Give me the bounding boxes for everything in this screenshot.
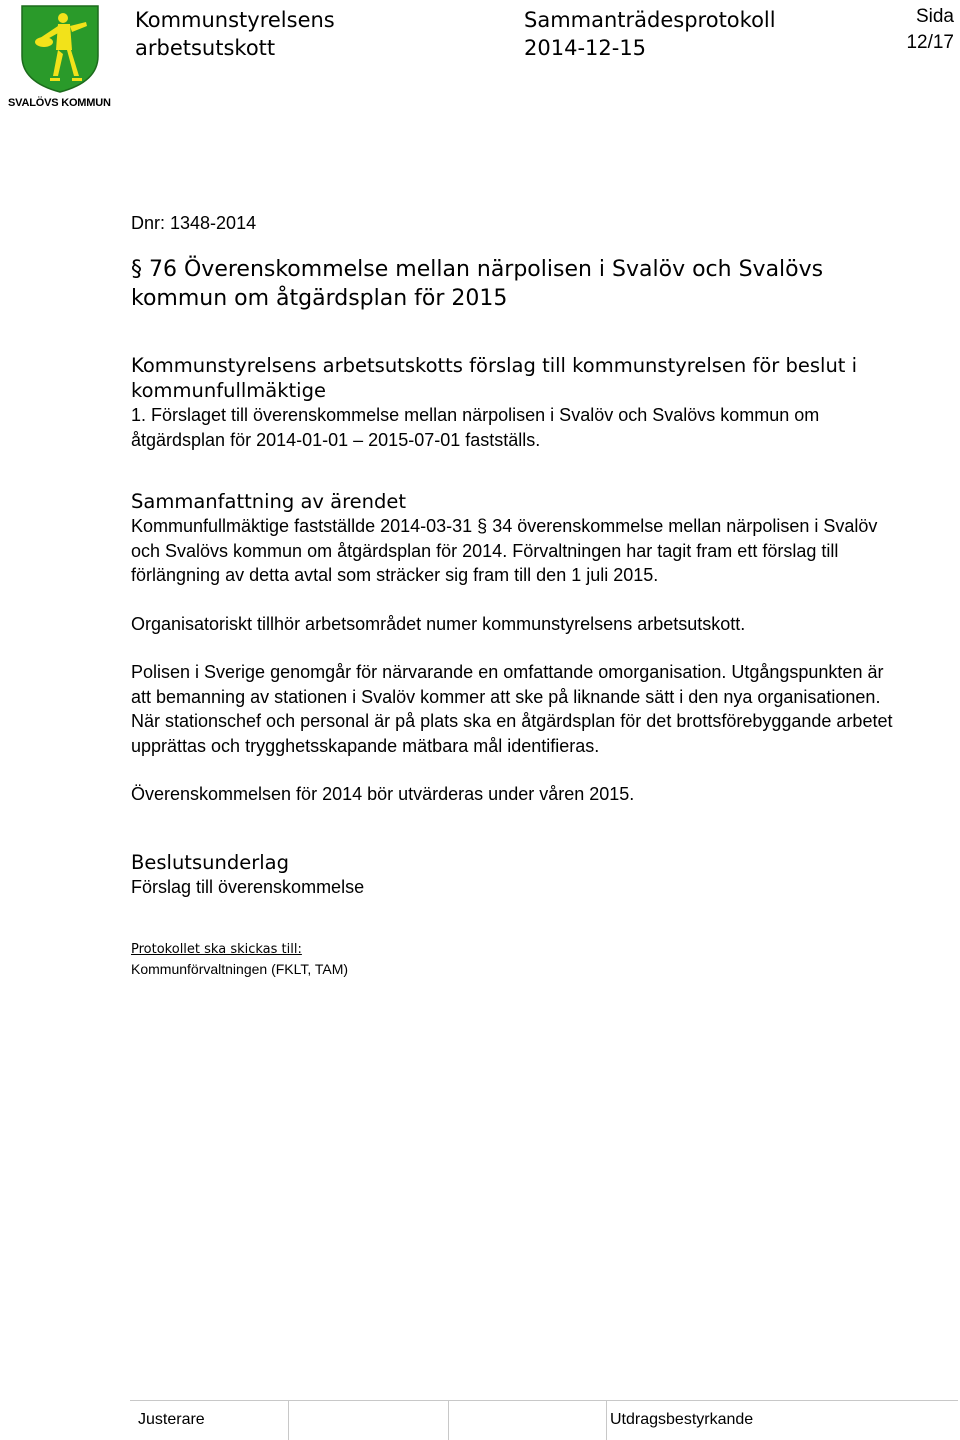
page-label: Sida <box>915 6 954 27</box>
decision-basis-heading: Beslutsunderlag <box>131 850 289 874</box>
proposal-heading-line2: kommunfullmäktige <box>131 379 326 402</box>
summary-heading: Sammanfattning av ärendet <box>131 490 407 513</box>
proposal-section <box>131 353 941 452</box>
summary-section <box>131 489 941 807</box>
meeting-date: 2014-12-15 <box>524 36 647 60</box>
signature-box-2 <box>448 1401 449 1440</box>
summary-p1-line2: och Svalövs kommun om åtgärdsplan för 2014. Förvaltningen har tagit fram ett förslag till <box>131 540 839 561</box>
organ-name-line1: Kommunstyrelsens <box>135 8 335 32</box>
summary-p3-line3: När stationschef och personal är på plats ska en åtgärdsplan för det brottsförebyggande arbetet <box>131 711 893 731</box>
organ-name <box>135 6 425 62</box>
proposal-item-line2: åtgärdsplan för 2014-01-01 – 2015-07-01 fastställs. <box>131 429 541 450</box>
distribution-label: Protokollet ska skickas till: <box>131 942 302 957</box>
signature-box-1 <box>288 1401 289 1440</box>
summary-p3-line4: upprättas och trygghetsskapande mätbara mål identifieras. <box>131 735 600 756</box>
summary-paragraph-3 <box>131 660 941 758</box>
case-title-line1: § 76 Överenskommelse mellan närpolisen i Svalöv och Svalövs <box>131 257 824 282</box>
summary-p1-line3: förlängning av detta avtal som sträcker sig fram till den 1 juli 2015. <box>131 565 659 585</box>
proposal-heading <box>131 353 941 403</box>
distribution-section <box>131 941 941 979</box>
summary-p3-line2: att bemanning av stationen i Svalöv kommer att ske på liknande sätt i den nya organisationen. <box>131 686 881 707</box>
certified-label: Utdragsbestyrkande <box>610 1411 754 1428</box>
municipality-name: SVALÖVS KOMMUN <box>8 97 111 109</box>
case-title-line2: kommun om åtgärdsplan för 2015 <box>131 286 508 311</box>
organ-name-line2: arbetsutskott <box>135 36 276 60</box>
summary-paragraph-1 <box>131 514 941 588</box>
coat-of-arms-icon <box>20 4 100 94</box>
signature-footer <box>130 1400 958 1440</box>
document-type: Sammanträdesprotokoll <box>524 8 776 32</box>
summary-p3-line1: Polisen i Sverige genomgår för närvarande en omfattande omorganisation. Utgångspunkten är <box>131 662 884 682</box>
decision-basis-section <box>131 850 941 900</box>
summary-paragraph-4: Överenskommelsen för 2014 bör utvärderas under våren 2015. <box>131 784 635 804</box>
proposal-item-line1: 1. Förslaget till överenskommelse mellan närpolisen i Svalöv och Svalövs kommun om <box>131 405 820 425</box>
case-title <box>131 255 941 313</box>
protocol-info <box>524 6 814 62</box>
distribution-recipients: Kommunförvaltningen (FKLT, TAM) <box>131 961 349 977</box>
page-indicator <box>906 4 954 56</box>
signature-box-3 <box>606 1401 607 1440</box>
summary-p1-line1: Kommunfullmäktige fastställde 2014-03-31 § 34 överenskommelse mellan närpolisen i Svalöv <box>131 516 878 536</box>
proposal-heading-line1: Kommunstyrelsens arbetsutskotts förslag till kommunstyrelsen för beslut i <box>131 354 858 377</box>
page-number: 12/17 <box>906 32 954 53</box>
decision-basis-item: Förslag till överenskommelse <box>131 876 365 897</box>
proposal-list <box>131 403 941 452</box>
municipality-logo <box>8 4 111 109</box>
case-number: Dnr: 1348-2014 <box>131 213 257 233</box>
document-body <box>131 211 941 979</box>
summary-paragraph-2: Organisatoriskt tillhör arbetsområdet numer kommunstyrelsens arbetsutskott. <box>131 613 746 634</box>
adjusters-label: Justerare <box>138 1411 205 1428</box>
